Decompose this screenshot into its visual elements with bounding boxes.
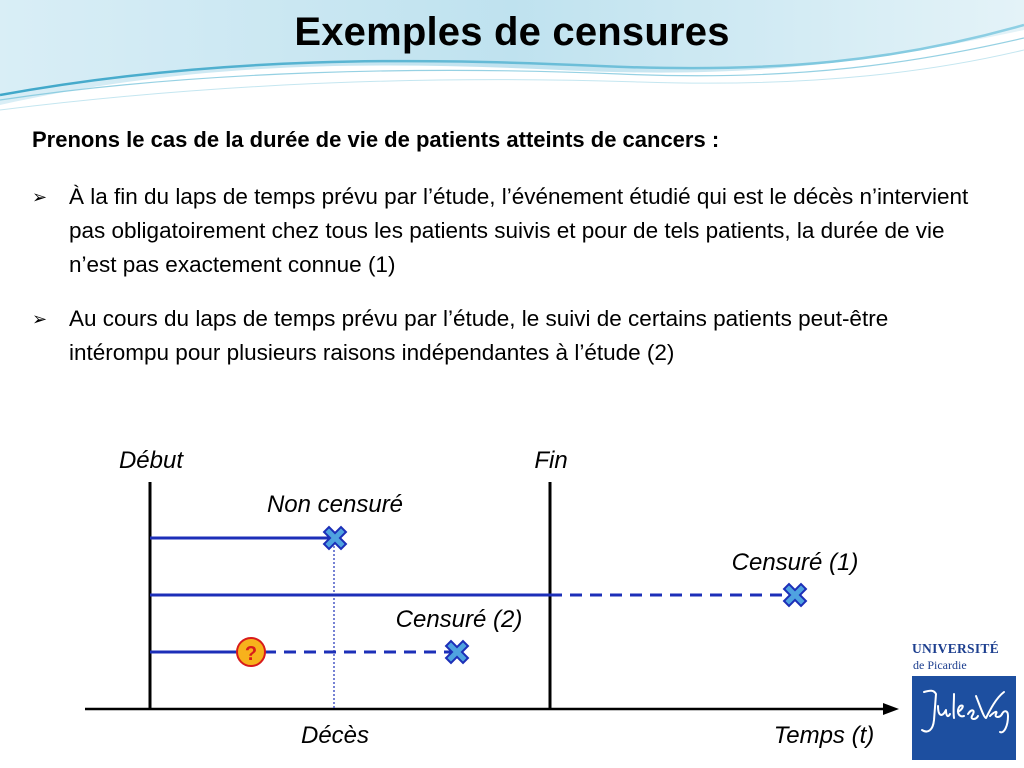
label-non-censure: Non censuré [266, 491, 404, 518]
label-fin: Fin [534, 447, 568, 474]
signature-image [912, 676, 1016, 760]
bullet-text-1: À la fin du laps de temps prévu par l’étude, l’événement étudié qui est le décès n’intervient pas obligatoirement chez tous les patients suivis et pour de tels patients, la durée de vie n’est pas exactement connue (1) [69, 184, 969, 277]
bullet-list [32, 180, 992, 390]
logo-university-text: UNIVERSITÉ [912, 641, 1000, 656]
cross-marker-censored-1 [778, 578, 812, 612]
bullet-item-2 [32, 302, 992, 370]
bullet-item-1 [32, 180, 992, 282]
label-deces: Décès [300, 722, 370, 749]
arrow-bullet-icon: ➢ [32, 187, 48, 207]
bullet-text-2: Au cours du laps de temps prévu par l’étude, le suivi de certains patients peut-être intérompu pour plusieurs raisons indépendantes à l’étude (2) [69, 306, 889, 365]
question-marker-text: ? [244, 643, 258, 665]
logo-signature-box [912, 676, 1016, 760]
label-debut: Début [118, 447, 184, 474]
label-temps: Temps (t) [773, 722, 875, 749]
label-censure-2: Censuré (2) [395, 606, 523, 633]
arrow-bullet-icon: ➢ [32, 309, 48, 329]
logo-picardie-text: de Picardie [913, 658, 967, 672]
intro-text: Prenons le cas de la durée de vie de patients atteints de cancers : [32, 127, 720, 152]
slide-title: Exemples de censures [294, 10, 730, 54]
question-marker-icon [237, 638, 265, 666]
censoring-diagram [0, 430, 900, 760]
time-axis-arrowhead [883, 703, 899, 715]
label-censure-1: Censuré (1) [731, 549, 859, 576]
university-logo [912, 638, 1016, 760]
